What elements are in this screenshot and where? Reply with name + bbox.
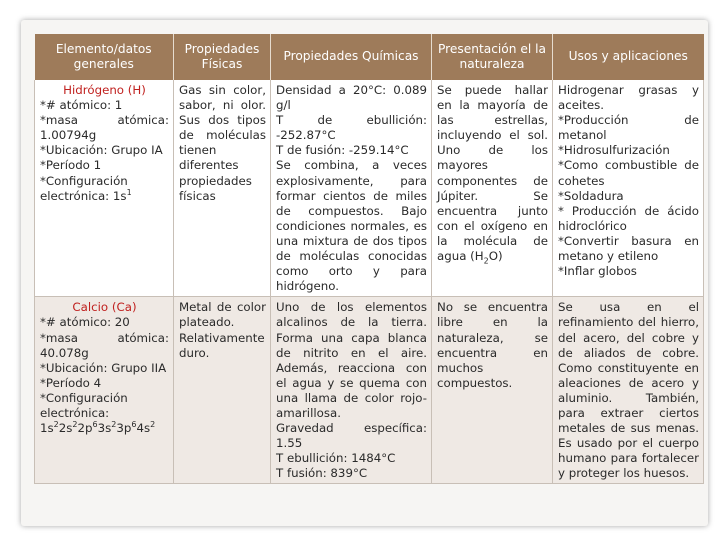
electron-config — [40, 421, 169, 436]
cell-nature: No se encuentra libre en la naturaleza, se encuentra en muchos compuestos. — [432, 297, 553, 484]
elements-table — [34, 34, 704, 484]
chemical-line: Uno de los elementos alcalinos de la tierra. Forma una capa blanca de nitrito en el aire. Además, reacciona con el agua y se quema con una llama de color rojo-amarillosa. — [276, 300, 427, 420]
cell-uses — [553, 80, 704, 297]
chemical-line: T de fusión: -259.14°C — [276, 143, 409, 158]
general-line: *Configuración electrónica: — [40, 390, 128, 420]
uses-line: * Producción de ácido hidroclórico — [558, 203, 699, 233]
general-line: *Período 4 — [40, 375, 102, 390]
general-line: *masa atómica: 40.078g — [40, 330, 169, 360]
cell-uses: Se usa en el refinamiento del hierro, del acero, del cobre y de aliados de cobre. Como constituyente en aleaciones de acero y aluminio. También, para extraer ciertos metales de sus menas. Es usado por el cuerpo humano para fortalecer y proteger los huesos. — [553, 297, 704, 484]
general-line: *# atómico: 1 — [40, 98, 123, 113]
nature-tail: O) — [488, 249, 503, 264]
cell-nature — [432, 80, 553, 297]
chemical-line: T ebullición: 1484°C — [276, 451, 396, 466]
config-part: 2p — [77, 421, 93, 436]
config-part: 3p — [116, 421, 132, 436]
config-part: 3s — [97, 421, 112, 436]
cell-physical: Metal de color plateado. Relativamente duro. — [174, 297, 271, 484]
config-superscript: 6 — [131, 420, 137, 430]
cell-chemical — [271, 80, 432, 297]
uses-line: Hidrogenar grasas y aceites. — [558, 83, 699, 113]
element-name: Calcio (Ca) — [72, 300, 137, 315]
header-uses: Usos y aplicaciones — [553, 34, 704, 80]
general-line: *# atómico: 20 — [40, 315, 130, 330]
uses-line: *Convertir basura en metano y etileno — [558, 233, 699, 264]
config-part: 2s — [58, 421, 73, 436]
chemical-line: Gravedad específica: 1.55 — [276, 421, 427, 451]
cell-chemical — [271, 297, 432, 484]
chemical-line: Se combina, a veces explosivamente, para formar cientos de miles de compuestos. Bajo condiciones normales, es una mixtura de dos tipos de moléculas conocidas como orto y para hidrógeno. — [276, 158, 427, 294]
chemical-line: T de ebullición: -252.87°C — [276, 113, 427, 143]
config-superscript: 1 — [126, 187, 132, 197]
chemical-line: T fusión: 839°C — [276, 466, 368, 481]
uses-line: *Hidrosulfurización — [558, 143, 670, 158]
config-superscript: 6 — [92, 420, 98, 430]
header-physical: Propiedades Físicas — [174, 34, 271, 80]
config-superscript: 2 — [53, 420, 59, 430]
uses-line: *Como combustible de cohetes — [558, 158, 699, 188]
cell-general — [35, 80, 174, 297]
config-part: 4s — [136, 421, 151, 436]
general-line: *Período 1 — [40, 158, 102, 173]
config-superscript: 2 — [72, 420, 78, 430]
table-row-hydrogen — [35, 80, 704, 297]
nature-text: Se puede hallar en la mayoría de las estrellas, incluyendo el sol. Uno de los mayores componentes de Júpiter. Se encuentra junto con el oxígeno en la molécula de agua (H — [437, 83, 548, 264]
general-line: *Ubicación: Grupo IIA — [40, 360, 167, 375]
header-chemical: Propiedades Químicas — [271, 34, 432, 80]
cell-general — [35, 297, 174, 484]
config-part: 1s — [40, 421, 54, 436]
uses-line: *Inflar globos — [558, 264, 637, 279]
chemical-line: Densidad a 20°C: 0.089 g/l — [276, 83, 427, 113]
header-general: Elemento/datos generales — [35, 34, 174, 80]
table-row-calcium — [35, 297, 704, 484]
uses-line: *Soldadura — [558, 188, 624, 203]
cell-physical: Gas sin color, sabor, ni olor. Sus dos tipos de moléculas tienen diferentes propiedades físicas — [174, 80, 271, 297]
general-line: *Ubicación: Grupo IA — [40, 143, 163, 158]
config-superscript: 2 — [111, 420, 117, 430]
header-nature: Presentación el la naturaleza — [432, 34, 553, 80]
config-text: *Configuración electrónica: 1s — [40, 173, 128, 203]
config-superscript: 2 — [150, 420, 156, 430]
general-line-config — [40, 174, 169, 204]
table-header-row — [35, 34, 704, 80]
element-name: Hidrógeno (H) — [63, 83, 146, 97]
general-line: *masa atómica: 1.00794g — [40, 113, 169, 143]
uses-line: *Producción de metanol — [558, 113, 699, 143]
nature-subscript: 2 — [483, 256, 489, 266]
